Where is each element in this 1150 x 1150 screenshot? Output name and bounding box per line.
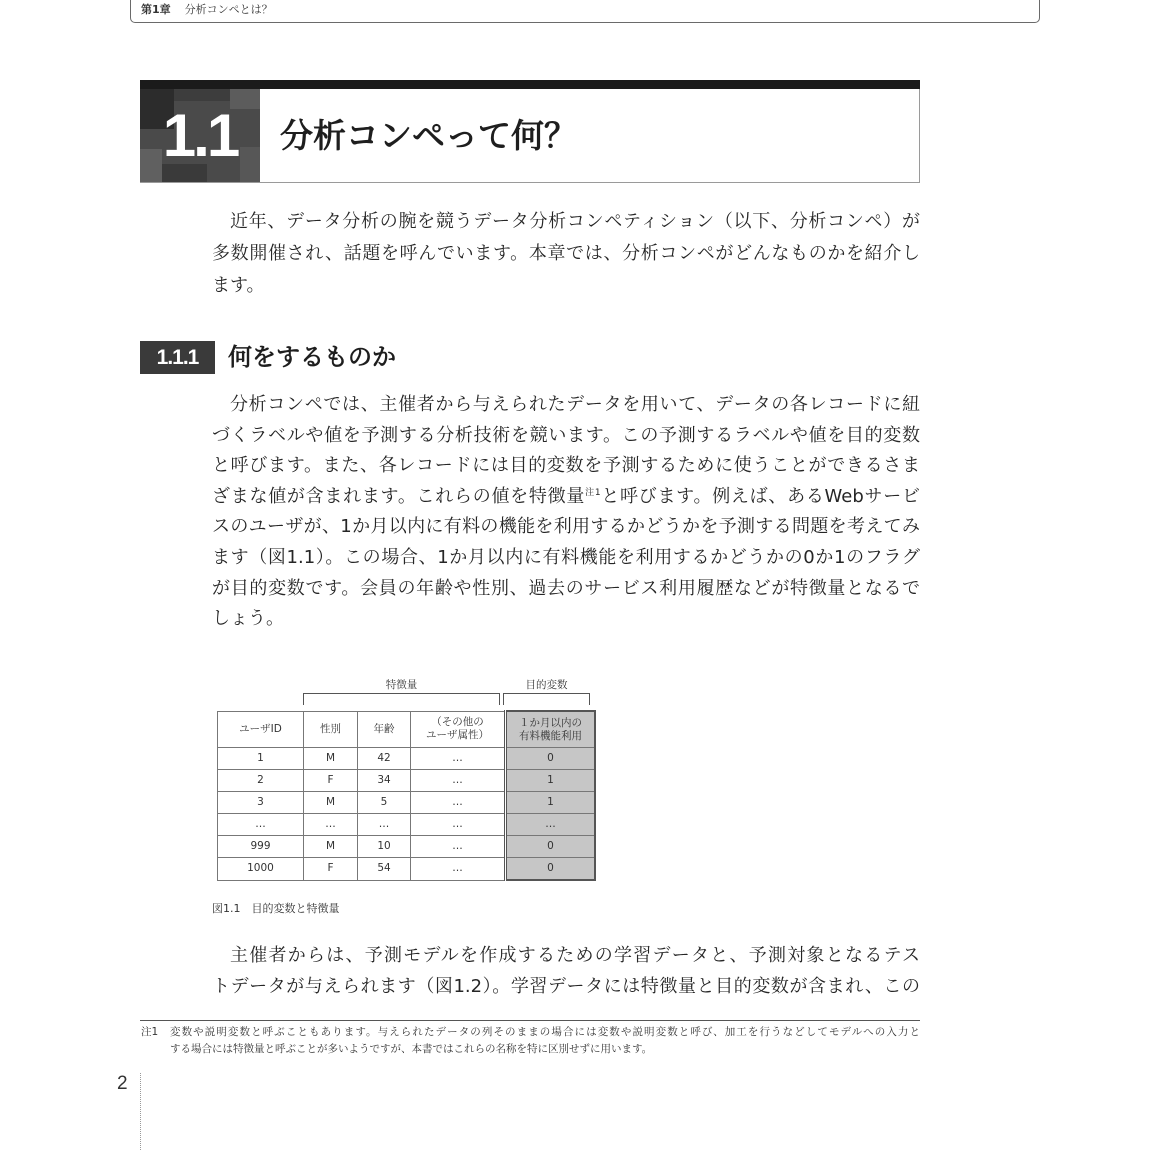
table-row	[218, 858, 596, 881]
feature-group-label: 特徴量	[385, 679, 418, 691]
table-header-cell: 年齢	[358, 711, 411, 748]
table-cell: …	[218, 814, 304, 836]
table-cell: 3	[218, 792, 304, 814]
table-row	[218, 814, 596, 836]
table-cell: …	[411, 748, 506, 770]
target-cell: 1	[506, 792, 596, 814]
subsection-number-box	[140, 341, 215, 374]
target-cell: …	[506, 814, 596, 836]
chapter-label: 第1章	[141, 3, 171, 16]
table-row	[218, 836, 596, 858]
paragraph-line: が目的変数です。会員の年齢や性別、過去のサービス利用履歴などが特徴量となるで	[212, 577, 920, 599]
paragraph-line: 主催者からは、予測モデルを作成するための学習データと、予測対象となるテス	[230, 945, 920, 966]
table-cell: …	[411, 836, 506, 858]
table-body	[218, 748, 596, 881]
table-cell: 1	[218, 748, 304, 770]
table-cell: M	[304, 792, 358, 814]
table-cell: 34	[358, 770, 411, 792]
table-header-cell: ユーザID	[218, 711, 304, 748]
paragraph-line: 近年、データ分析の腕を競うデータ分析コンペティション（以下、分析コンペ）が	[230, 211, 920, 232]
section-number-block	[140, 89, 260, 182]
line-text-after-note: と呼びます。例えば、あるWebサービ	[600, 485, 920, 507]
table-cell: 5	[358, 792, 411, 814]
paragraph-line: づくラベルや値を予測する分析技術を競います。この予測するラベルや値を目的変数	[212, 424, 920, 446]
footnote-text	[170, 1024, 920, 1058]
paragraph-line: ます（図1.1）。この場合、1か月以内に有料機能を利用するかどうかの0か1のフラグ	[212, 546, 920, 568]
header-line: 有料機能利用	[519, 729, 582, 742]
footnote-line: する場合には特徴量と呼ぶことが多いようですが、本書ではこれらの名称を特に区別せずに用います。	[170, 1043, 653, 1055]
table-cell: M	[304, 748, 358, 770]
paragraph-line: スのユーザが、1か月以内に有料の機能を利用するかどうかを予測する問題を考えてみ	[212, 516, 920, 538]
table-header-cell: 性別	[304, 711, 358, 748]
footnote-divider	[140, 1020, 920, 1021]
line-text-before-note: ざまな値が含まれます。これらの値を特徴量	[212, 485, 586, 507]
table-head	[218, 711, 596, 748]
table-row	[218, 792, 596, 814]
paragraph-line: ます。	[212, 275, 265, 296]
target-header-cell	[506, 711, 596, 748]
table-cell: 42	[358, 748, 411, 770]
table-cell: 2	[218, 770, 304, 792]
paragraph-line: トデータが与えられます（図1.2）。学習データには特徴量と目的変数が含まれ、この	[212, 976, 920, 997]
section-number: 1.1	[162, 102, 238, 169]
footnote-line: 変数や説明変数と呼ぶこともあります。与えられたデータの列そのままの場合には変数や説明変数と呼び、加工を行うなどしてモデルへの入力と	[170, 1026, 920, 1038]
section-heading-top-bar	[140, 80, 920, 89]
table-cell: …	[411, 770, 506, 792]
table-cell: 10	[358, 836, 411, 858]
body-paragraph-2	[212, 940, 920, 1002]
chapter-title: 分析コンペとは？	[184, 3, 273, 16]
table-cell: M	[304, 836, 358, 858]
header-line: １か月以内の	[519, 716, 582, 729]
feature-group-bracket	[303, 693, 500, 705]
margin-dotted-line	[140, 1073, 141, 1150]
target-group-bracket	[503, 693, 590, 705]
table-cell: 999	[218, 836, 304, 858]
table-header-cell	[411, 711, 506, 748]
table-cell: F	[304, 770, 358, 792]
target-cell: 1	[506, 770, 596, 792]
target-cell: 0	[506, 858, 596, 881]
table-cell: …	[411, 858, 506, 881]
section-heading	[140, 80, 920, 183]
footnote-reference: 注1	[585, 487, 601, 498]
page-number: 2	[117, 1073, 128, 1094]
target-cell: 0	[506, 836, 596, 858]
intro-paragraph	[212, 206, 920, 302]
target-group-label: 目的変数	[525, 679, 568, 691]
table-cell: 54	[358, 858, 411, 881]
table-cell: …	[304, 814, 358, 836]
paragraph-line: しょう。	[212, 608, 284, 630]
paragraph-line: 分析コンペでは、主催者から与えられたデータを用いて、データの各レコードに紐	[230, 394, 920, 415]
paragraph-line: 多数開催され、話題を呼んでいます。本章では、分析コンペがどんなものかを紹介し	[212, 243, 920, 264]
footnote-label: 注1	[141, 1026, 159, 1038]
running-header	[130, 0, 1040, 23]
table-cell: …	[411, 792, 506, 814]
table-cell: …	[411, 814, 506, 836]
subsection-number: 1.1.1	[156, 346, 199, 369]
header-line: ユーザ属性）	[426, 729, 489, 742]
table-cell: F	[304, 858, 358, 881]
table-cell: 1000	[218, 858, 304, 881]
subsection-title: 何をするものか	[228, 343, 396, 371]
figure-table	[217, 710, 596, 881]
section-title: 分析コンペって何？	[280, 116, 577, 155]
paragraph-line: と呼びます。また、各レコードには目的変数を予測するために使うことができるさま	[212, 455, 920, 477]
table-row	[218, 770, 596, 792]
target-cell: 0	[506, 748, 596, 770]
paragraph-line-with-note	[212, 482, 920, 513]
table-cell: …	[358, 814, 411, 836]
table-header-row	[218, 711, 596, 748]
figure-caption: 図1.1 目的変数と特徴量	[212, 902, 340, 915]
table-row	[218, 748, 596, 770]
body-paragraph-1	[212, 390, 920, 635]
header-line: （その他の	[431, 716, 484, 729]
